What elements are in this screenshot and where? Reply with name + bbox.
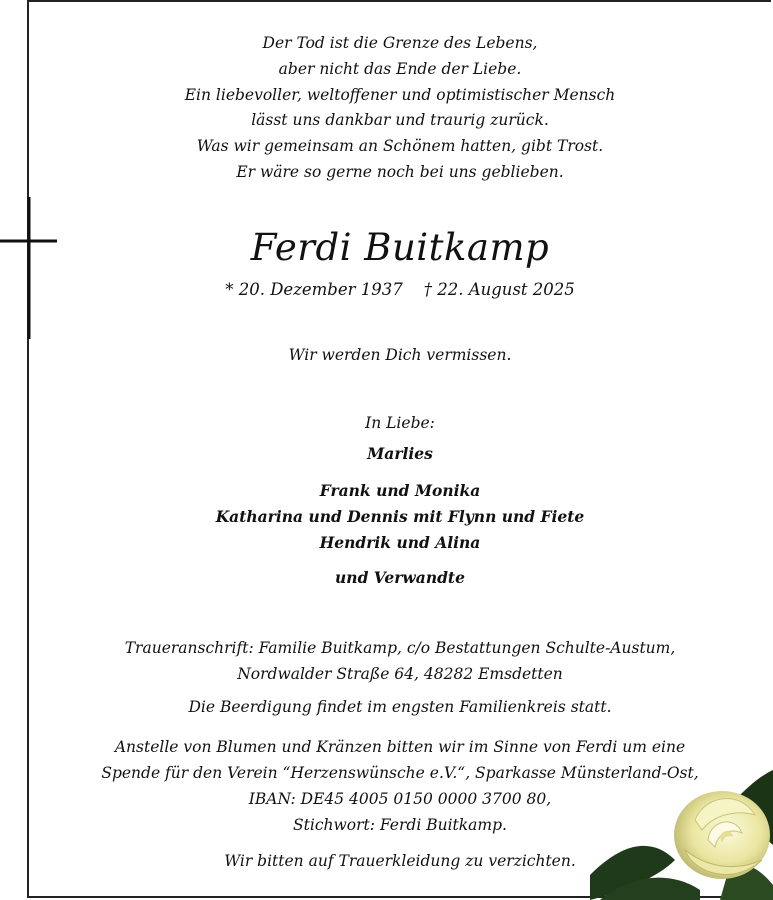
donation-line: IBAN: DE45 4005 0150 0000 3700 80, — [248, 790, 552, 808]
address-line: Traueranschrift: Familie Buitkamp, c/o Bestattungen Schulte-Austum, — [124, 639, 676, 657]
life-dates: * 20. Dezember 1937 † 22. August 2025 — [225, 280, 575, 299]
closing-note: Wir bitten auf Trauerkleidung zu verzichten. — [224, 852, 576, 870]
in-love-label: In Liebe: — [365, 414, 435, 432]
poem-line: Der Tod ist die Grenze des Lebens, — [262, 34, 538, 52]
mourner-relatives: und Verwandte — [335, 568, 465, 587]
mourner-family: Frank und Monika — [319, 481, 481, 500]
deceased-name: Ferdi Buitkamp — [250, 226, 550, 269]
mourner-family: Katharina und Dennis mit Flynn und Fiete — [215, 507, 585, 526]
funeral-note: Die Beerdigung findet im engsten Familienkreis statt. — [188, 698, 612, 716]
miss-line: Wir werden Dich vermissen. — [288, 346, 512, 364]
poem-line: lässt uns dankbar und traurig zurück. — [251, 111, 549, 129]
poem-line: Er wäre so gerne noch bei uns geblieben. — [236, 163, 564, 181]
donation-line: Spende für den Verein “Herzenswünsche e.V.“, Sparkasse Münsterland-Ost, — [101, 764, 699, 782]
rose-icon — [590, 765, 773, 900]
mourner-spouse: Marlies — [367, 444, 433, 463]
mourner-family: Hendrik und Alina — [319, 533, 481, 552]
address-line: Nordwalder Straße 64, 48282 Emsdetten — [237, 665, 563, 683]
donation-line: Stichwort: Ferdi Buitkamp. — [293, 816, 507, 834]
poem-line: Was wir gemeinsam an Schönem hatten, gibt Trost. — [196, 137, 604, 155]
poem-line: aber nicht das Ende der Liebe. — [278, 60, 522, 78]
poem-line: Ein liebevoller, weltoffener und optimistischer Mensch — [184, 86, 616, 104]
donation-line: Anstelle von Blumen und Kränzen bitten wir im Sinne von Ferdi um eine — [114, 738, 686, 756]
